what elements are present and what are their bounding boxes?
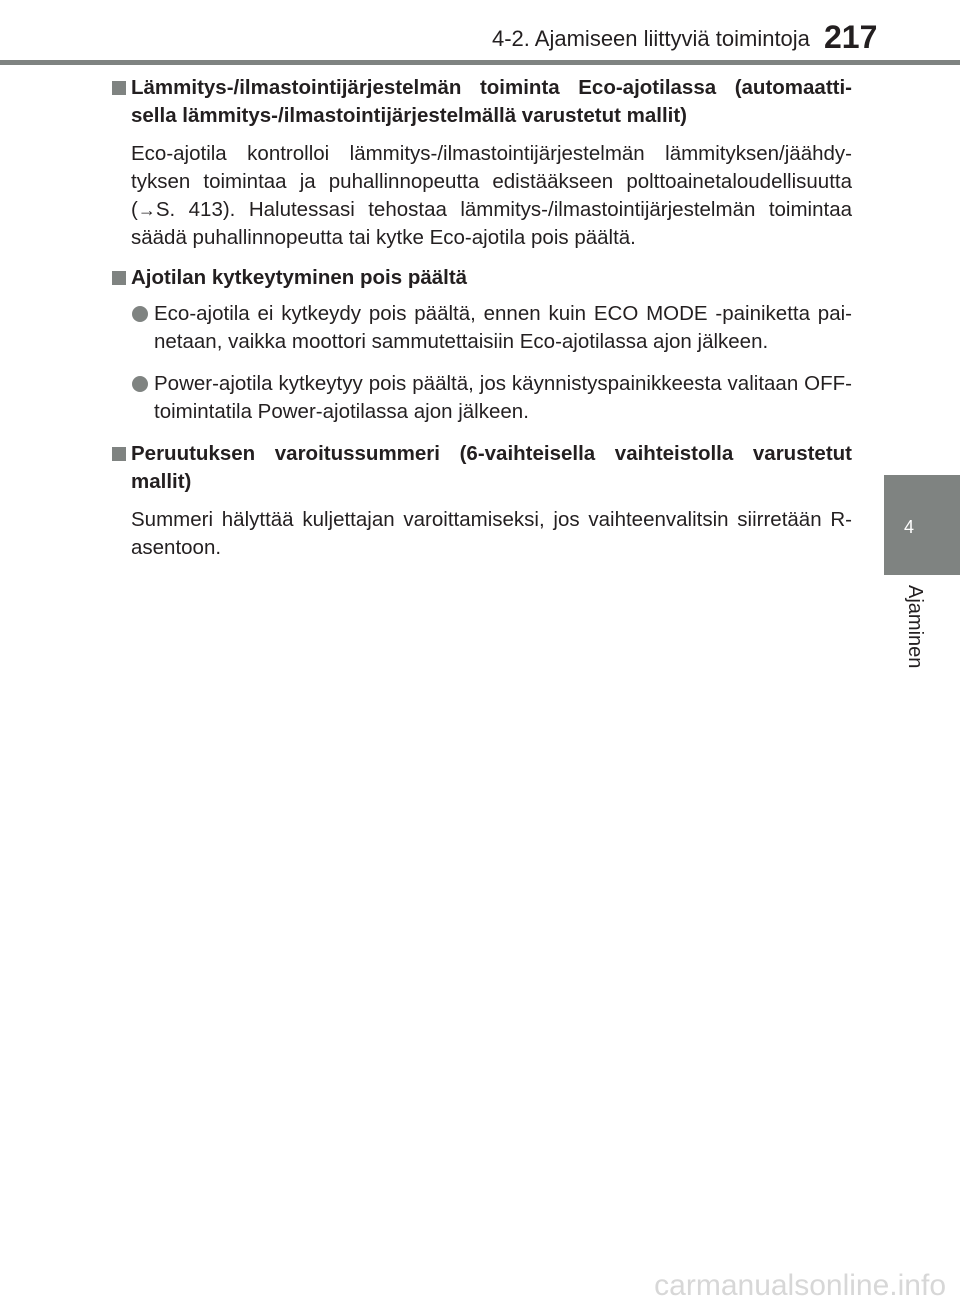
- section-eco-climate: [108, 74, 852, 252]
- chapter-number: 4: [903, 517, 914, 537]
- arrow-right-icon: →: [137, 200, 156, 220]
- watermark: carmanualsonline.info: [654, 1269, 946, 1302]
- square-bullet-icon: [112, 447, 126, 461]
- section-mode-off: [108, 264, 852, 426]
- section-heading-text: Ajotilan kytkeytyminen pois päältä: [131, 266, 468, 289]
- section-body: Summeri hälyttää kuljettajan varoittamiseksi, jos vaihteenvalitsin siirretään R-asentoon.: [131, 508, 852, 559]
- section-heading: [108, 264, 852, 292]
- page-number: 217: [824, 19, 878, 55]
- section-heading: [108, 74, 852, 130]
- list-item-text: Eco-ajotila ei kytkeydy pois päältä, ennen kuin ECO MODE -painiketta pai-netaan, vaikka moottori sammutettaisiin Eco-ajotilassa ajon jälkeen.: [154, 302, 852, 353]
- running-header-section: 4-2. Ajamiseen liittyviä toimintoja: [492, 26, 810, 51]
- header-divider: [0, 60, 960, 65]
- page-reference-text: S. 413). Halutessasi tehostaa lämmitys-/ilmastointijärjestelmän toimintaa säädä puhallinnopeutta tai kytke Eco-ajotila pois päältä.: [131, 198, 852, 249]
- section-heading-text: Peruutuksen varoitussummeri (6-vaihteisella vaihteistolla varustetut mallit): [131, 442, 852, 493]
- square-bullet-icon: [112, 271, 126, 285]
- square-bullet-icon: [112, 81, 126, 95]
- section-heading-text: Lämmitys-/ilmastointijärjestelmän toiminta Eco-ajotilassa (automaatti-sella lämmitys-/ilmastointijärjestelmällä varustetut mallit): [131, 76, 852, 127]
- body-text-part: Eco-ajotila kontrolloi lämmitys-/ilmastointijärjestelmän lämmityksen/jäähdy-tyksen toimintaa ja puhallinnopeutta edistääkseen polttoainetaloudellisuutta (: [131, 142, 852, 221]
- chapter-label: Ajaminen: [904, 585, 926, 669]
- list-item: [108, 370, 852, 426]
- list-item-text: Power-ajotila kytkeytyy pois päältä, jos käynnistyspainikkeesta valitaan OFF-toimintatila Power-ajotilassa ajon jälkeen.: [154, 372, 852, 423]
- section-body: [108, 140, 852, 252]
- list-item: [108, 300, 852, 356]
- circle-bullet-icon: [132, 376, 148, 392]
- circle-bullet-icon: [132, 306, 148, 322]
- section-heading: [108, 440, 852, 496]
- page-content: [108, 74, 852, 574]
- section-reverse-buzzer: [108, 440, 852, 562]
